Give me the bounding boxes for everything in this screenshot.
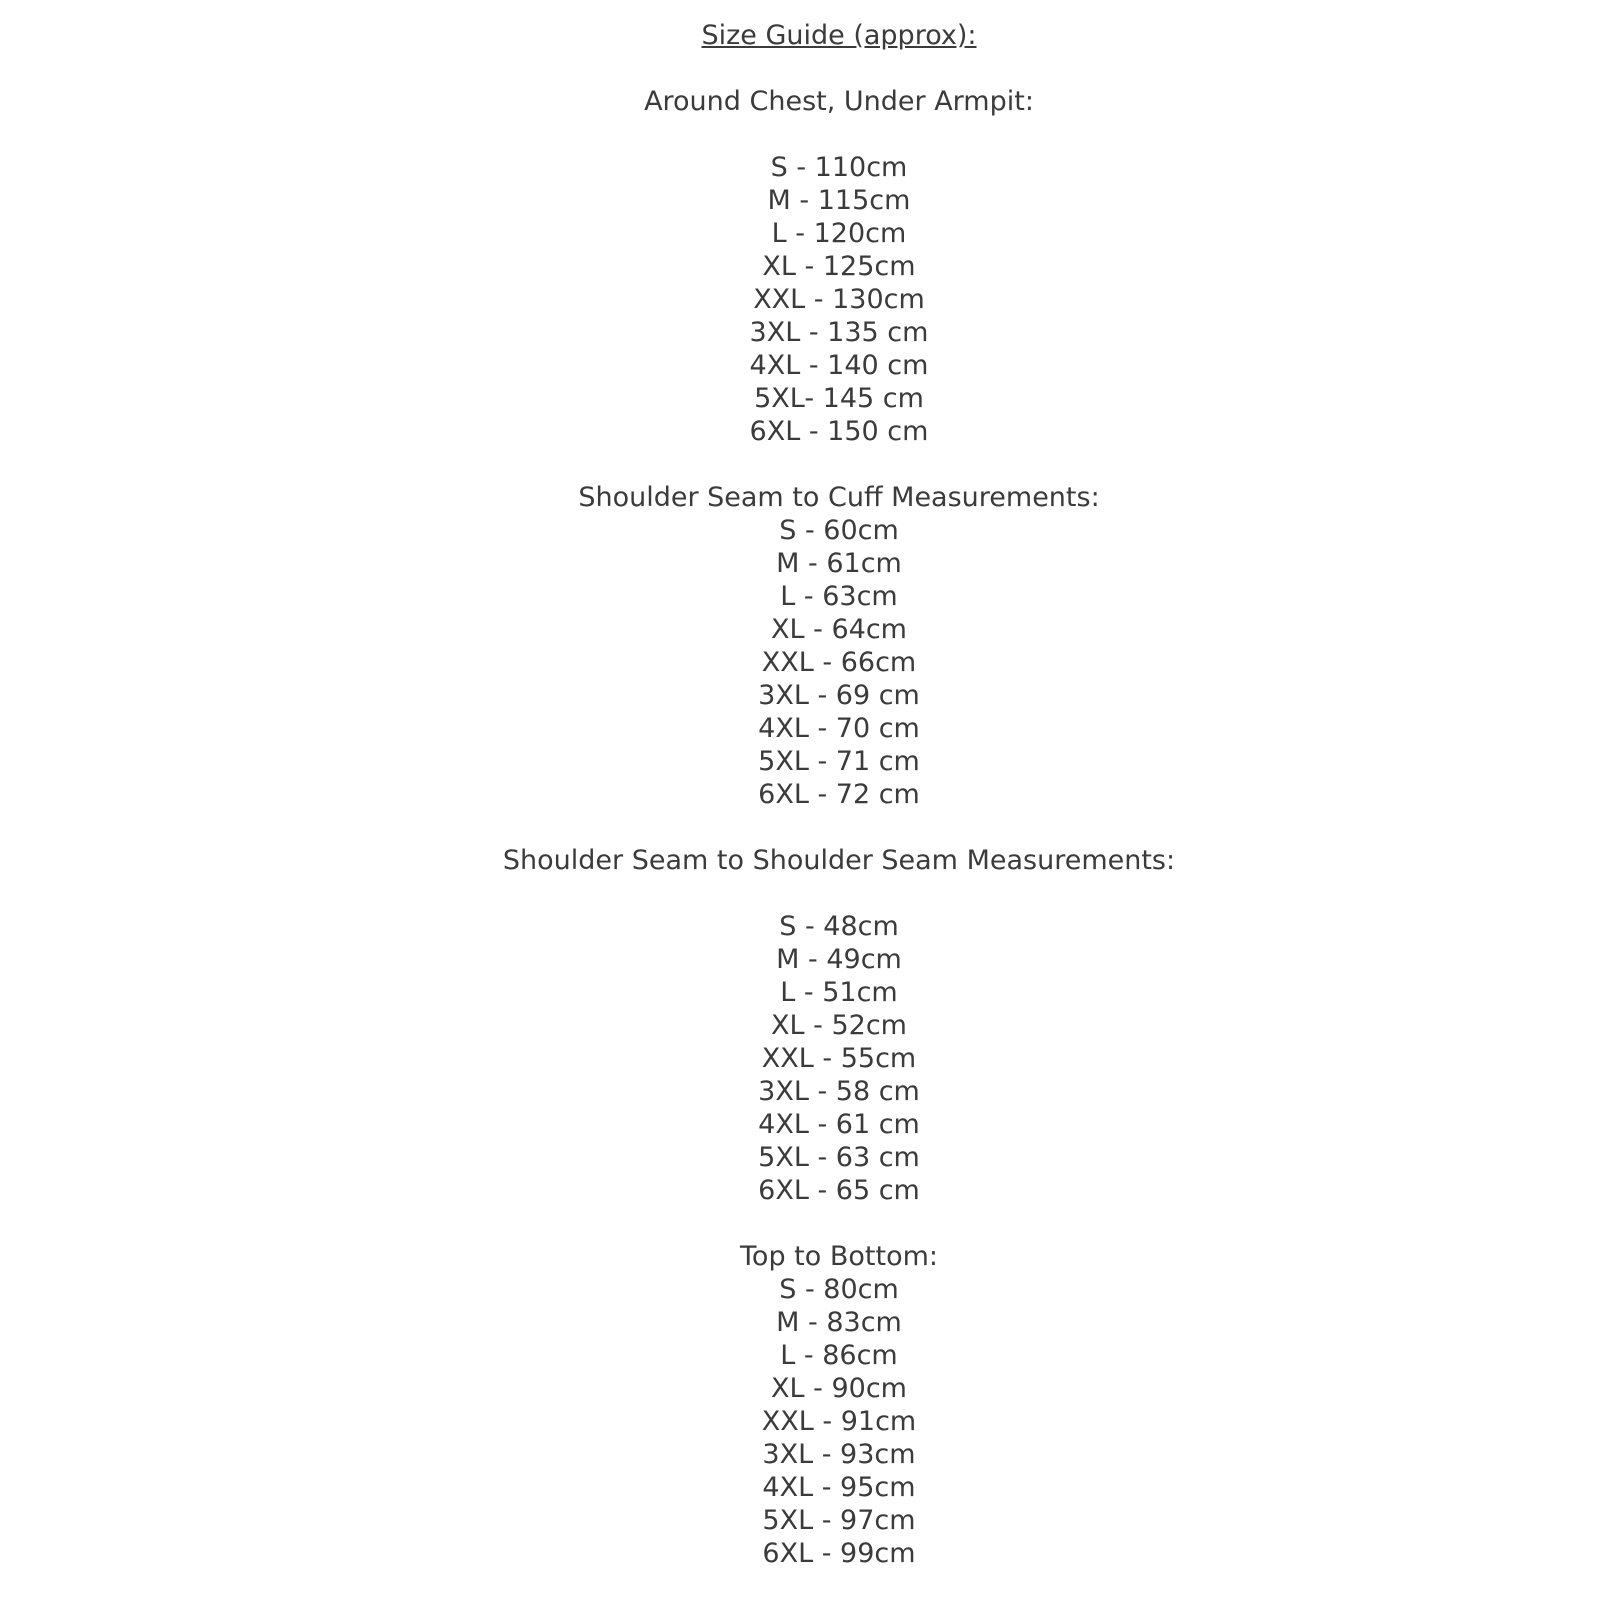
size-row-cuff-4xl: 4XL - 70 cm [758, 713, 920, 744]
size-row-shoulder-5xl: 5XL - 63 cm [758, 1142, 920, 1173]
size-row-shoulder-3xl: 3XL - 58 cm [758, 1076, 920, 1107]
size-row-length-m: M - 83cm [776, 1307, 902, 1338]
size-row-cuff-m: M - 61cm [776, 548, 902, 579]
size-row-cuff-s: S - 60cm [779, 515, 899, 546]
section-heading-top-to-bottom: Top to Bottom: [740, 1241, 938, 1272]
size-row-length-l: L - 86cm [780, 1340, 898, 1371]
size-row-shoulder-l: L - 51cm [780, 977, 898, 1008]
section-heading-seam-to-seam: Shoulder Seam to Shoulder Seam Measurements: [502, 845, 1176, 876]
size-row-chest-3xl: 3XL - 135 cm [749, 317, 929, 348]
size-row-chest-6xl: 6XL - 150 cm [749, 416, 929, 447]
size-row-length-3xl: 3XL - 93cm [762, 1439, 916, 1470]
blank-line [78, 877, 1600, 910]
size-row-chest-m: M - 115cm [767, 185, 911, 216]
size-row-cuff-xxl: XXL - 66cm [761, 647, 917, 678]
size-row-shoulder-6xl: 6XL - 65 cm [758, 1175, 920, 1206]
size-row-length-4xl: 4XL - 95cm [762, 1472, 916, 1503]
size-row-cuff-3xl: 3XL - 69 cm [758, 680, 920, 711]
size-row-length-s: S - 80cm [779, 1274, 899, 1305]
size-row-cuff-5xl: 5XL - 71 cm [758, 746, 920, 777]
size-row-length-6xl: 6XL - 99cm [762, 1538, 916, 1569]
size-row-length-5xl: 5XL - 97cm [762, 1505, 916, 1536]
blank-line [78, 448, 1600, 481]
blank-line [78, 118, 1600, 151]
blank-line [78, 811, 1600, 844]
size-row-cuff-6xl: 6XL - 72 cm [758, 779, 920, 810]
size-row-length-xxl: XXL - 91cm [761, 1406, 917, 1437]
size-row-chest-xxl: XXL - 130cm [753, 284, 925, 315]
size-row-chest-s: S - 110cm [770, 152, 908, 183]
blank-line [78, 1207, 1600, 1240]
size-row-chest-5xl: 5XL- 145 cm [754, 383, 924, 414]
size-row-cuff-xl: XL - 64cm [771, 614, 907, 645]
size-row-length-xl: XL - 90cm [771, 1373, 907, 1404]
size-row-chest-4xl: 4XL - 140 cm [749, 350, 929, 381]
size-row-chest-l: L - 120cm [771, 218, 907, 249]
size-row-chest-xl: XL - 125cm [762, 251, 916, 282]
size-row-shoulder-xl: XL - 52cm [771, 1010, 907, 1041]
size-row-shoulder-m: M - 49cm [776, 944, 902, 975]
section-heading-seam-to-cuff: Shoulder Seam to Cuff Measurements: [578, 482, 1100, 513]
size-row-cuff-l: L - 63cm [780, 581, 898, 612]
size-row-shoulder-xxl: XXL - 55cm [761, 1043, 917, 1074]
size-row-shoulder-4xl: 4XL - 61 cm [758, 1109, 920, 1140]
section-heading-around-chest: Around Chest, Under Armpit: [644, 86, 1034, 117]
blank-line [78, 52, 1600, 85]
page-title: Size Guide (approx): [701, 20, 977, 51]
size-row-shoulder-s: S - 48cm [779, 911, 899, 942]
